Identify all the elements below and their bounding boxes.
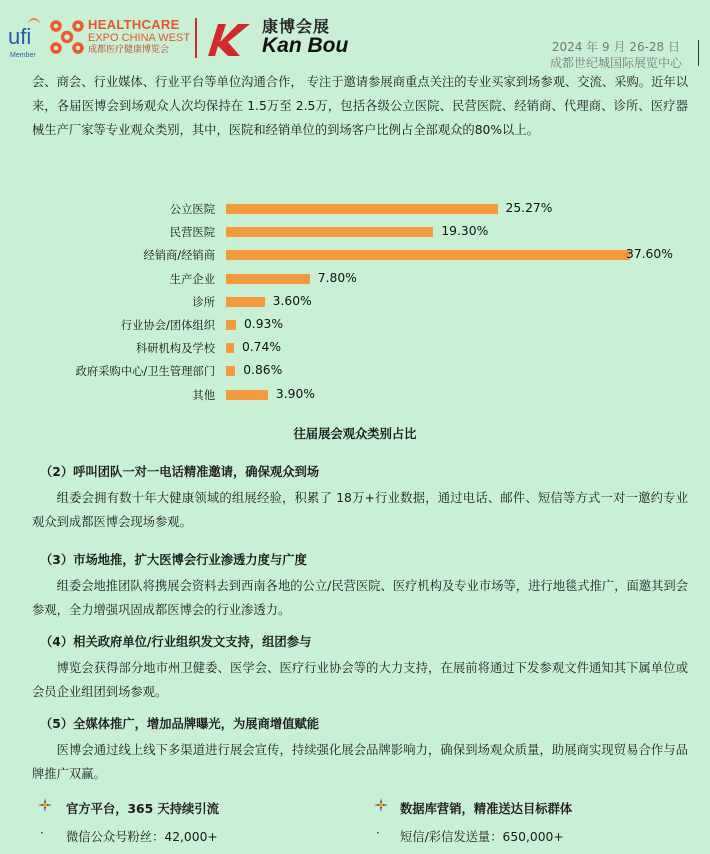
chart-bar: [226, 366, 235, 376]
chart-category-label: 政府采购中心/卫生管理部门: [75, 365, 215, 379]
header-divider: [195, 18, 197, 58]
chart-category-label: 民营医院: [169, 226, 215, 240]
section-4-heading: （4）相关政府单位/行业组织发文支持，组团参与: [40, 635, 312, 649]
chart-bar: [226, 274, 310, 284]
chart-bar: [226, 227, 433, 237]
chart-category-label: 生产企业: [169, 272, 215, 286]
section-2-body: 组委会拥有数十年大健康领域的组展经验，积累了 18万+行业数据，通过电话、邮件、短信等方式一对一邀约专业观众到成都医博会现场参观。: [32, 491, 688, 529]
chart-value-label: 25.27%: [505, 201, 553, 215]
chart-value-label: 37.60%: [626, 247, 673, 262]
kanbou-cn: 康博会展: [262, 17, 331, 36]
chart-bar: [226, 343, 234, 353]
chart-value-label: 0.74%: [241, 340, 282, 355]
chart-category-label: 行业协会/团体组织: [120, 319, 215, 332]
header: [0, 0, 710, 70]
chart-bar: [226, 320, 236, 330]
chart-value-label: 3.90%: [275, 386, 315, 401]
chart-category-label: 公立医院: [169, 203, 215, 216]
section-3-heading: （3）市场地推，扩大医博会行业渗透力度与广度: [40, 553, 307, 567]
header-edge-line: [698, 40, 699, 66]
chart-category-label: 其他: [192, 388, 215, 402]
wechat-followers: 微信公众号粉丝：42,000+: [66, 830, 218, 844]
kanbou-en: Kan Bou: [262, 34, 349, 57]
ufi-member-logo: ufi Member: [8, 18, 42, 62]
audience-category-chart: [0, 196, 710, 416]
chart-value-label: 0.86%: [243, 363, 283, 378]
section-2-heading: （2）呼叫团队一对一电话精准邀请，确保观众到场: [40, 465, 320, 479]
bullet-icon: ·: [376, 826, 380, 840]
section-4-body: 博览会获得部分地市州卫健委、医学会、医疗行业协会等的大力支持，在展前将通过下发参观文件通知其下属单位或会员企业组团到场参观。: [32, 661, 688, 699]
intro-paragraph: 会、商会、行业媒体、行业平台等单位沟通合作， 专注于邀请参展商重点关注的专业买家到场参观、交流、采购。近年以来，各届医博会到场观众人次均保持在 1.5万至 2.5万，包括各级公立医院、民营医院、经销商、代理商、诊所、医疗器械生产厂家等专业观众类别，其中，医院和经销单位的到场客户比例占全部观众的80%以上。: [32, 75, 688, 137]
bullet-icon: ·: [40, 826, 44, 840]
chart-category-label: 经销商/经销商: [143, 249, 215, 263]
chart-value-label: 0.93%: [243, 317, 284, 331]
chart-value-label: 19.30%: [441, 224, 489, 239]
chart-category-label: 诊所: [192, 295, 215, 309]
event-venue: 成都世纪城国际展览中心: [549, 56, 682, 70]
section-5-body: 医博会通过线上线下多渠道进行展会宣传，持续强化展会品牌影响力，确保到场观众质量，助展商实现贸易合作与品牌推广双赢。: [32, 743, 688, 781]
kanbou-logo-icon: [204, 20, 262, 58]
chart-bar: [226, 250, 630, 260]
official-platform-title: 官方平台，365 天持续引流: [66, 802, 219, 816]
chart-value-label: 7.80%: [317, 270, 357, 285]
sparkle-icon: [374, 798, 388, 812]
chart-value-label: 3.60%: [272, 293, 312, 308]
chart-bar: [226, 297, 265, 307]
section-5-heading: （5）全媒体推广，增加品牌曝光，为展商增值赋能: [40, 717, 320, 731]
event-date: 2024 年 9 月 26-28 日: [551, 40, 680, 54]
chart-category-label: 科研机构及学校: [135, 342, 215, 356]
database-marketing-title: 数据库营销，精准送达目标群体: [400, 802, 573, 816]
healthcare-expo-logo-icon: [50, 20, 84, 54]
section-3-body: 组委会地推团队将携展会资料去到西南各地的公立/民营医院、医疗机构及专业市场等，进行地毯式推广，面邀其到会参观，全力增强巩固成都医博会的行业渗透力。: [32, 579, 688, 617]
sparkle-icon: [38, 798, 52, 812]
expo-brand: HEALTHCARE EXPO CHINA WEST 成都医疗健康博览会: [88, 17, 191, 55]
chart-title: 往届展会观众类别占比: [293, 427, 417, 441]
sms-sent-count: 短信/彩信发送量：650,000+: [400, 830, 564, 844]
chart-bar: [226, 390, 268, 400]
chart-bar: [226, 204, 498, 214]
